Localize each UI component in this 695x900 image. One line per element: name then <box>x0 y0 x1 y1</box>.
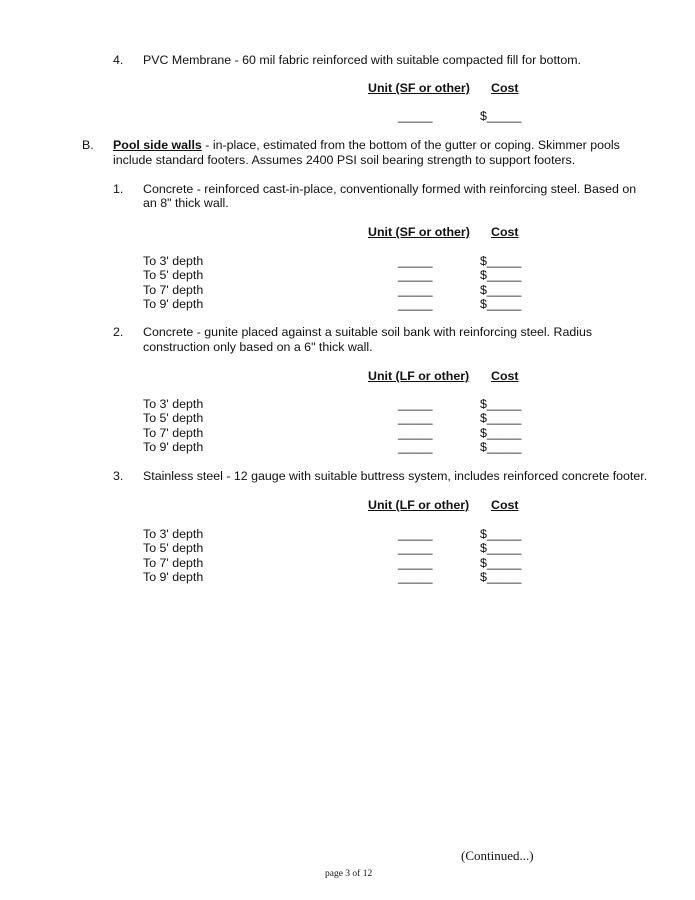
unit-header: Unit (LF or other) <box>368 498 470 512</box>
cost-field[interactable]: $_____ <box>480 527 522 541</box>
unit-field[interactable]: _____ <box>398 411 433 425</box>
cost-field[interactable]: $_____ <box>480 268 522 282</box>
unit-header: Unit (SF or other) <box>368 81 470 95</box>
item-description: PVC Membrane - 60 mil fabric reinforced with suitable compacted fill for bottom. <box>143 53 581 67</box>
unit-field[interactable]: _____ <box>398 570 433 584</box>
depth-row <box>0 440 695 455</box>
continued-note: (Continued...) <box>461 848 534 863</box>
section-text-line2: include standard footers. Assumes 2400 PSI soil bearing strength to support footers. <box>113 153 576 167</box>
depth-label: To 3' depth <box>143 254 204 268</box>
unit-field[interactable]: _____ <box>398 397 433 411</box>
item-number: 1. <box>113 182 124 196</box>
depth-label: To 3' depth <box>143 527 204 541</box>
depth-row <box>0 556 695 571</box>
cost-field[interactable]: $_____ <box>480 570 522 584</box>
depth-row <box>0 254 695 269</box>
depth-label: To 9' depth <box>143 297 204 311</box>
cost-header: Cost <box>491 498 519 512</box>
depth-row <box>0 527 695 542</box>
depth-label: To 9' depth <box>143 440 204 454</box>
depth-row <box>0 570 695 585</box>
cost-field[interactable]: $_____ <box>480 556 522 570</box>
unit-field[interactable]: _____ <box>398 268 433 282</box>
depth-row <box>0 541 695 556</box>
depth-label: To 7' depth <box>143 556 204 570</box>
depth-label: To 7' depth <box>143 283 204 297</box>
cost-header: Cost <box>491 225 519 239</box>
unit-field[interactable]: _____ <box>398 426 433 440</box>
item-description-line2: an 8" thick wall. <box>143 196 229 210</box>
cost-field[interactable]: $_____ <box>480 440 522 454</box>
depth-label: To 5' depth <box>143 541 204 555</box>
cost-header: Cost <box>491 81 519 95</box>
depth-row <box>0 426 695 441</box>
unit-field[interactable]: _____ <box>398 254 433 268</box>
cost-field[interactable]: $_____ <box>480 541 522 555</box>
item-description-line1: Concrete - reinforced cast-in-place, conventionally formed with reinforcing steel. Based on <box>143 182 637 196</box>
unit-field[interactable]: _____ <box>398 440 433 454</box>
depth-label: To 7' depth <box>143 426 204 440</box>
unit-field[interactable]: _____ <box>398 283 433 297</box>
item-description-line2: construction only based on a 6" thick wall. <box>143 340 373 354</box>
depth-label: To 9' depth <box>143 570 204 584</box>
section-text-line1: - in-place, estimated from the bottom of the gutter or coping. Skimmer pools <box>201 138 620 152</box>
item-description-line1: Stainless steel - 12 gauge with suitable buttress system, includes reinforced concrete footer. <box>143 469 648 483</box>
unit-field[interactable]: _____ <box>398 297 433 311</box>
item-description-line1: Concrete - gunite placed against a suitable soil bank with reinforcing steel. Radius <box>143 325 593 339</box>
unit-field[interactable]: _____ <box>398 541 433 555</box>
unit-header: Unit (LF or other) <box>368 369 470 383</box>
item-number: 4. <box>113 53 124 67</box>
depth-row <box>0 297 695 312</box>
depth-row <box>0 268 695 283</box>
unit-field[interactable]: _____ <box>398 556 433 570</box>
section-letter: B. <box>82 138 94 152</box>
depth-label: To 5' depth <box>143 268 204 282</box>
cost-field[interactable]: $_____ <box>480 254 522 268</box>
item-number: 3. <box>113 469 124 483</box>
cost-field[interactable]: $_____ <box>480 426 522 440</box>
page-number: page 3 of 12 <box>325 869 373 879</box>
depth-row <box>0 397 695 412</box>
cost-field[interactable]: $_____ <box>480 109 522 123</box>
unit-header: Unit (SF or other) <box>368 225 470 239</box>
cost-field[interactable]: $_____ <box>480 297 522 311</box>
cost-field[interactable]: $_____ <box>480 397 522 411</box>
depth-label: To 3' depth <box>143 397 204 411</box>
unit-field[interactable]: _____ <box>398 527 433 541</box>
section-title: Pool side walls <box>113 138 202 152</box>
depth-label: To 5' depth <box>143 411 204 425</box>
depth-row <box>0 283 695 298</box>
item-number: 2. <box>113 325 124 339</box>
cost-field[interactable]: $_____ <box>480 411 522 425</box>
unit-field[interactable]: _____ <box>398 109 433 123</box>
cost-header: Cost <box>491 369 519 383</box>
cost-field[interactable]: $_____ <box>480 283 522 297</box>
depth-row <box>0 411 695 426</box>
